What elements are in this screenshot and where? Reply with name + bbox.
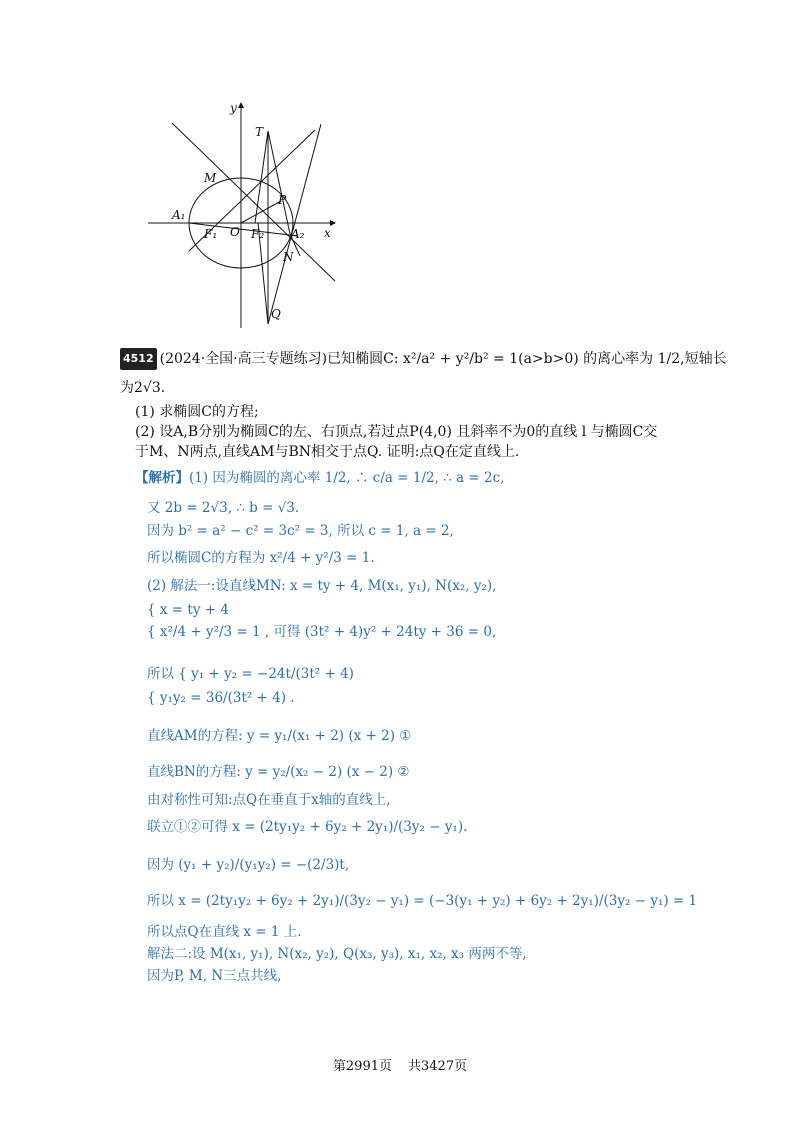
label-p: P [278,193,287,207]
page-number: 第2991页 [332,1059,392,1074]
solution-line-0 [135,468,504,488]
ellipse-figure [140,96,340,331]
solution-line-17: 因为P, M, N三点共线, [147,968,282,984]
problem-number: 4512 [120,348,157,370]
solution-line-12: 联立①②可得 x = (2ty₁y₂ + 6y₂ + 2y₁)/(3y₂ − y₁). [147,819,468,835]
problem-text-1: (2024·全国·高三专题练习)已知椭圆C: x²/a² + y²/b² = 1(a>b>0) 的离心率为 1/2,短轴长 [159,351,727,367]
label-q: Q [271,307,281,321]
label-x: x [324,226,331,240]
solution-tag: 【解析】 [135,470,189,486]
solution-line-13: 因为 (y₁ + y₂)/(y₁y₂) = −(2/3)t, [147,857,350,873]
y-axis-arrow [238,102,244,108]
solution-line-6: { x²/4 + y²/3 = 1 , 可得 (3t² + 4)y² + 24ty + 36 = 0, [147,624,497,640]
solution-line-4: (2) 解法一:设直线MN: x = ty + 4, M(x₁, y₁), N(x₂, y₂), [147,578,497,594]
problem-part-2b: 于M、N两点,直线AM与BN相交于点Q. 证明:点Q在定直线上. [135,444,520,460]
problem-line-1 [120,348,727,370]
solution-line-7: 所以 { y₁ + y₂ = −24t/(3t² + 4) [147,666,354,682]
line-o-p [241,201,281,223]
page-total: 共3427页 [408,1059,468,1074]
solution-line-9: 直线AM的方程: y = y₁/(x₁ + 2) (x + 2) ① [147,728,412,744]
label-t: T [255,125,264,139]
solution-line-1: 又 2b = 2√3, ∴ b = √3. [147,500,300,516]
label-a2: A₂ [291,227,305,241]
label-m: M [204,171,217,185]
solution-line-10: 直线BN的方程: y = y₂/(x₂ − 2) (x − 2) ② [147,764,410,780]
x-axis-arrow [330,220,336,226]
problem-part-1: (1) 求椭圆C的方程; [135,404,259,420]
problem-part-2a: (2) 设A,B分别为椭圆C的左、右顶点,若过点P(4,0) 且斜率不为0的直线 l 与椭圆C交 [135,424,658,440]
solution-line-16: 解法二:设 M(x₁, y₁), N(x₂, y₂), Q(x₃, y₃), x₁, x₂, x₃ 两两不等, [147,946,527,962]
label-f2: F₂ [251,227,265,241]
solution-text-0: (1) 因为椭圆的离心率 1/2, ∴ c/a = 1/2, ∴ a = 2c, [189,470,505,486]
solution-line-5: { x = ty + 4 [147,602,229,618]
solution-line-8: { y₁y₂ = 36/(3t² + 4) . [147,690,295,706]
ellipse-diagram [140,96,340,331]
solution-line-11: 由对称性可知:点Q在垂直于x轴的直线上, [147,792,391,808]
solution-line-3: 所以椭圆C的方程为 x²/4 + y²/3 = 1. [147,550,375,566]
label-y: y [230,101,237,115]
line-t-a2 [268,131,290,234]
line-a [172,123,335,281]
solution-line-2: 因为 b² = a² − c² = 3c² = 3, 所以 c = 1, a = 2, [147,523,454,539]
solution-line-14: 所以 x = (2ty₁y₂ + 6y₂ + 2y₁)/(3y₂ − y₁) = (−3(y₁ + y₂) + 6y₂ + 2y₁)/(3y₂ − y₁) = 1 [147,893,698,909]
solution-line-15: 所以点Q在直线 x = 1 上. [147,924,302,940]
label-a1: A₁ [172,208,186,222]
label-n: N [283,250,294,264]
label-f1: F₁ [204,227,218,241]
page-footer [0,1055,800,1074]
label-o: O [230,225,240,239]
problem-line-2: 为2√3. [120,380,166,396]
